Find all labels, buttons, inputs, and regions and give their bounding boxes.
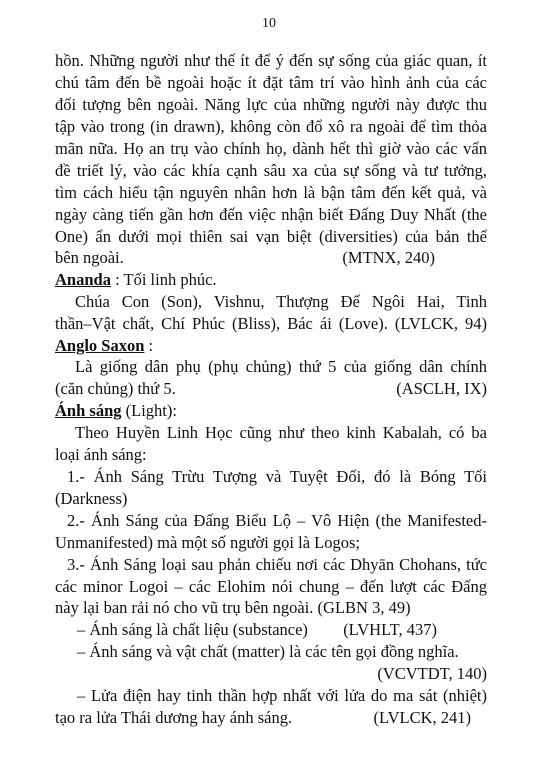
text-line: ngày càng tiến gần hơn đến việc nhận biết Đấng Duy Nhất (the xyxy=(55,205,487,224)
citation: (LVLCK, 241) xyxy=(373,708,471,727)
text-line: bên ngoài. (MTNX, 240) xyxy=(55,248,435,267)
text-line: này lại ban rải nó cho vũ trụ bên ngoài. (GLBN 3, 49) xyxy=(55,598,411,617)
text-line: đối tượng bên ngoài. Năng lực của những người này được thu xyxy=(55,95,487,114)
text-line: loại ánh sáng: xyxy=(55,445,147,464)
text-line: – Ánh sáng là chất liệu (substance) (LVHLT, 437) xyxy=(77,620,437,639)
citation: (MTNX, 240) xyxy=(342,248,435,267)
page-number: 10 xyxy=(262,16,276,31)
entry-term: Anglo Saxon xyxy=(55,336,145,355)
text-line: 2.- Ánh Sáng của Đấng Biểu Lộ – Vô Hiện (the Manifested- xyxy=(67,511,487,530)
text-line: – Ánh sáng và vật chất (matter) là các tên gọi đồng nghĩa. xyxy=(77,642,459,661)
text-line xyxy=(55,664,487,684)
text-line: Theo Huyền Linh Học cũng như theo kinh Kabalah, có ba xyxy=(75,423,487,442)
text-line: mãn nữa. Họ an trụ vào chính họ, dành hết thì giờ vào các vấn xyxy=(55,139,487,158)
text-line: Unmanifested) mà một số người gọi là Logos; xyxy=(55,533,361,552)
entry-term: Ánh sáng xyxy=(55,401,122,420)
text-line: các minor Logoi – các Elohim nói chung – đến lượt các Đấng xyxy=(55,577,487,596)
citation: (ASCLH, IX) xyxy=(396,379,487,398)
entry-heading: Anglo Saxon : xyxy=(55,336,154,355)
text-line: tập vào trong (in drawn), không còn đổ xô ra ngoài để tìm thỏa xyxy=(55,117,487,136)
text-line: One) ẩn dưới mọi thiên sai vạn biệt (diversities) của bản thể xyxy=(55,227,487,246)
text-line: – Lửa điện hay tinh thần hợp nhất với lửa do ma sát (nhiệt) xyxy=(77,686,487,705)
text-line: hồn. Những người như thế ít để ý đến sự sống của giác quan, ít xyxy=(55,51,487,70)
text-line: Chúa Con (Son), Vishnu, Thượng Đế Ngôi Hai, Tinh xyxy=(75,292,487,311)
entry-term: Ananda xyxy=(55,270,111,289)
entry-heading: Ánh sáng (Light): xyxy=(55,401,177,420)
text-line: thần–Vật chất, Chí Phúc (Bliss), Bác ái (Love). (LVLCK, 94) xyxy=(55,314,487,333)
text-line: 3.- Ánh Sáng loại sau phản chiếu nơi các Dhyān Chohans, tức xyxy=(67,555,487,574)
text-line: (căn chủng) thứ 5. (ASCLH, IX) xyxy=(55,379,487,398)
text-line: (Darkness) xyxy=(55,489,128,508)
text-line: tìm cách hiểu tận nguyên nhân hơn là bận tâm đến kết quả, và xyxy=(55,183,487,202)
entry-heading: Ananda : Tối linh phúc. xyxy=(55,270,217,289)
text-line: chú tâm đến bề ngoài hoặc ít đặt tâm trí vào hình ảnh của các xyxy=(55,73,487,92)
text-line: 1.- Ánh Sáng Trừu Tượng và Tuyệt Đối, đó là Bóng Tối xyxy=(67,467,487,486)
text-line: tạo ra lửa Thái dương hay ánh sáng. (LVLCK, 241) xyxy=(55,708,471,727)
citation: (VCVTDT, 140) xyxy=(377,664,487,683)
citation: (LVHLT, 437) xyxy=(343,620,437,639)
text-line: đề triết lý, vào các khía cạnh sâu xa của sự sống và tư tưởng, xyxy=(55,161,487,180)
text-line: Là giống dân phụ (phụ chủng) thứ 5 của giống dân chính xyxy=(75,357,487,376)
